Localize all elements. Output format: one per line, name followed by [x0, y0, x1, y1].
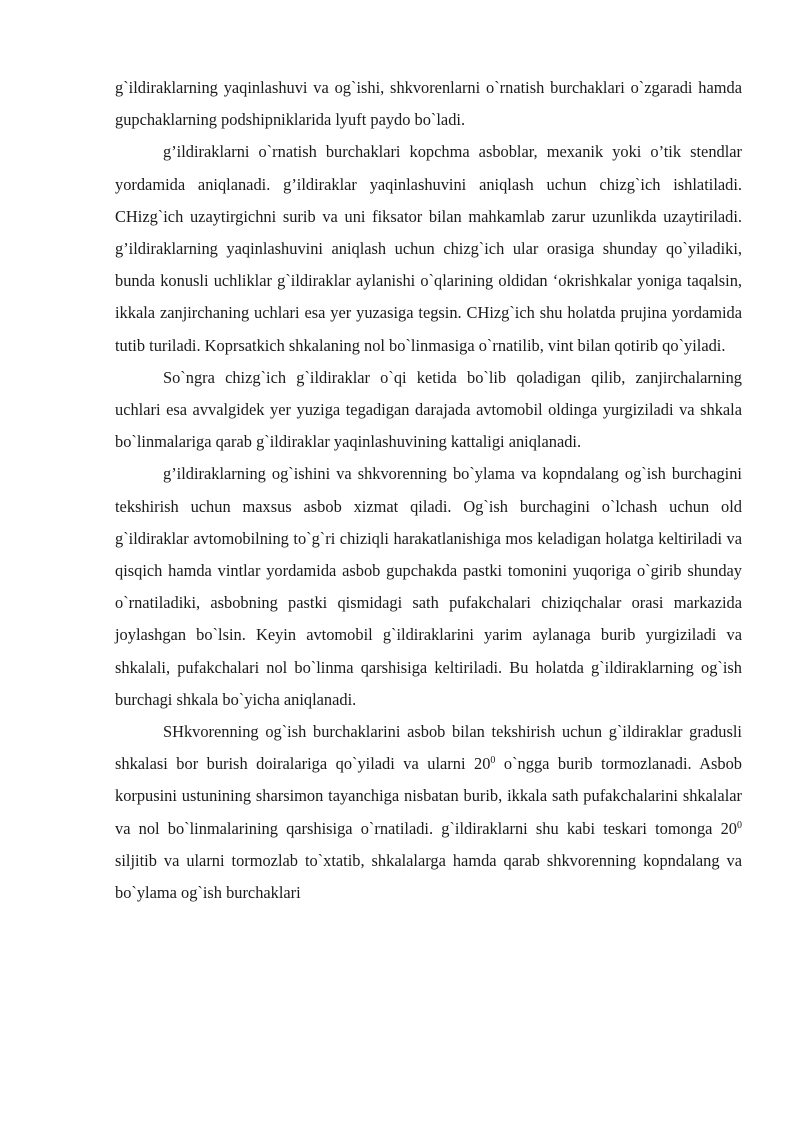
degree-superscript: 0: [490, 755, 496, 767]
paragraph-3-text: So`ngra chizg`ich g`ildiraklar o`qi ketida bo`lib qoladigan qilib, zanjirchalarning uchlari esa avvalgidek yer yuziga tegadigan darajada avtomobil oldinga yurgiziladi va shkala bo`linmalariga qarab g`ildiraklar yaqinlashuvining kattaligi aniqlanadi.: [115, 367, 742, 452]
paragraph-5: [115, 716, 742, 909]
paragraph-5-text-b: o`ngga burib tormozlanadi. Asbob korpusini ustunining sharsimon tayanchiga nisbatan burib, ikkala sath pufakchalarini shkalalar va nol bo`linmalarining qarshisiga o`rnatiladi. g`ildiraklarni shu kabi teskari tomonga 20: [115, 754, 742, 838]
document-page: [115, 72, 742, 909]
paragraph-2: [115, 136, 742, 361]
paragraph-2-text: g’ildiraklarni o`rnatish burchaklari kopchma asboblar, mexanik yoki o’tik stendlar yordamida aniqlanadi. g’ildiraklar yaqinlashuvini aniqlash uchun chizg`ich ishlatiladi. CHizg`ich uzaytirgichni surib va uni fiksator bilan mahkamlab zarur uzunlikda uzaytiriladi. g’ildiraklarning yaqinlashuvini aniqlash uchun chizg`ich ular orasiga shunday qo`yiladiki, bunda konusli uchliklar g`ildiraklar aylanishi o`qlarining oldidan ‘okrishkalar yoniga taqalsin, ikkala zanjirchaning uchlari esa yer yuzasiga tegsin. CHizg`ich shu holatda prujina yordamida tutib turiladi. Koprsatkich shkalaning nol bo`linmasiga o`rnatilib, vint bilan qotirib qo`yiladi.: [115, 142, 742, 355]
paragraph-4-text: g’ildiraklarning og`ishini va shkvorenning bo`ylama va kopndalang og`ish burchagini tekshirish uchun maxsus asbob xizmat qiladi. Og`ish burchagini o`lchash uchun old g`ildiraklar avtomobilning to`g`ri chiziqli harakatlanishiga mos keladigan holatga keltiriladi va qisqich hamda vintlar yordamida asbob gupchakda pastki tomonini yuqoriga o`girib shunday o`rnatiladiki, asbobning pastki qismidagi sath pufakchalari chiziqchalar orasi markazida joylashgan bo`lsin. Keyin avtomobil g`ildiraklarini yarim aylanaga burib yurgiziladi va shkalali, pufakchalari nol bo`linma qarshisiga keltiriladi. Bu holatda g`ildiraklarning og`ish burchagi shkala bo`yicha aniqlanadi.: [115, 464, 742, 709]
paragraph-3: [115, 362, 742, 459]
paragraph-5-text-a: SHkvorenning og`ish burchaklarini asbob bilan tekshirish uchun g`ildiraklar gradusli shkalasi bor burish doiralariga qo`yiladi va ularni 20: [115, 722, 742, 774]
paragraph-1-text: g`ildiraklarning yaqinlashuvi va og`ishi, shkvorenlarni o`rnatish burchaklari o`zgaradi hamda gupchaklarning podshipniklarida lyuft paydo bo`ladi.: [115, 78, 742, 130]
degree-superscript: 0: [737, 819, 742, 831]
paragraph-5-text-c: siljitib va ularni tormozlab to`xtatib, shkalalarga hamda qarab shkvorenning kopndalang va bo`ylama og`ish burchaklari: [115, 850, 742, 903]
paragraph-4: [115, 458, 742, 716]
paragraph-1: [115, 72, 742, 136]
